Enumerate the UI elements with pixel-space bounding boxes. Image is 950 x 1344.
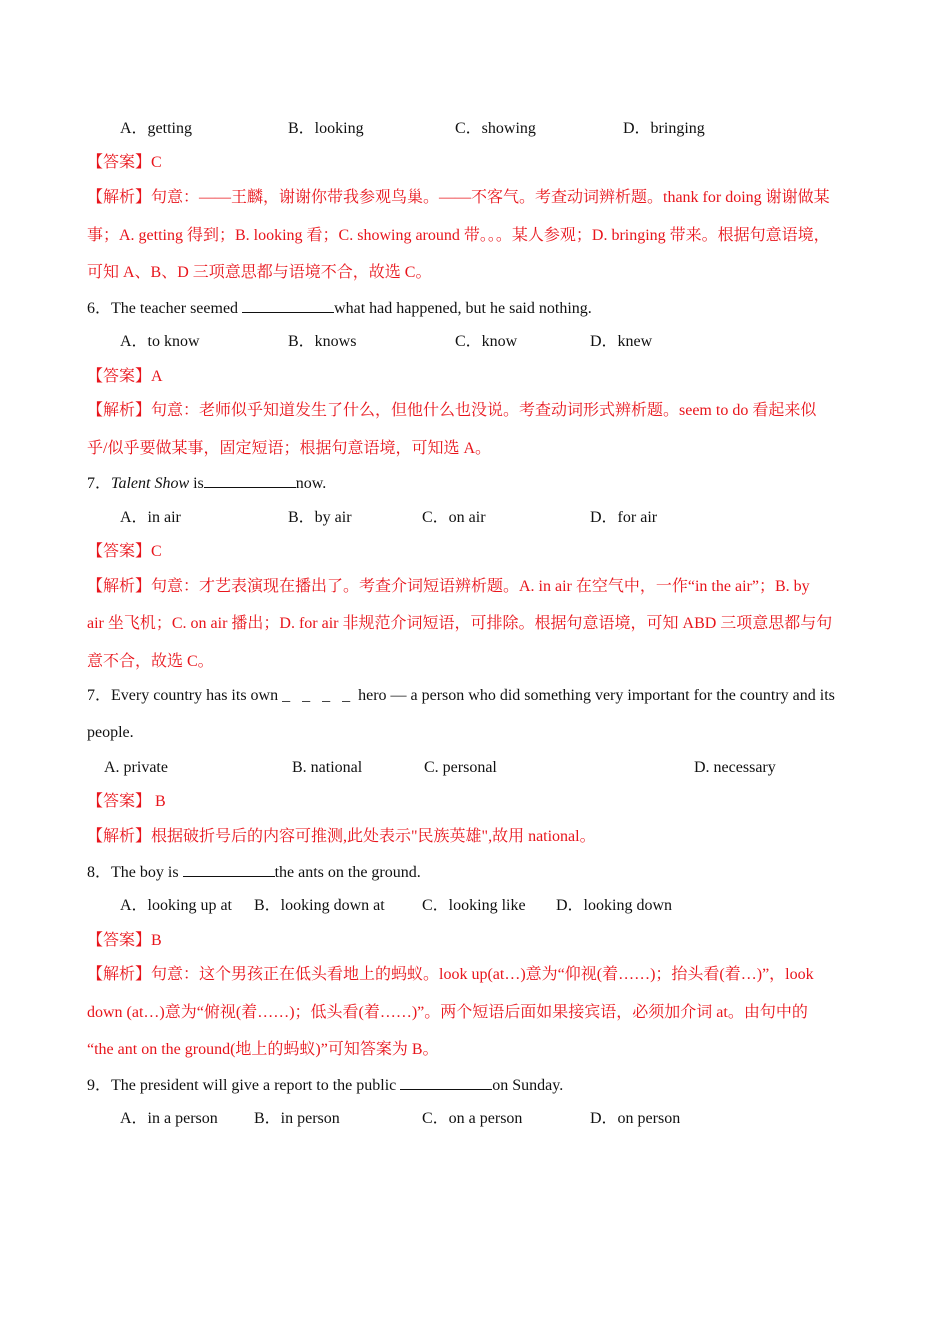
q8-option-a: A．looking up at — [120, 897, 232, 914]
q7b-option-d: D. necessary — [694, 759, 776, 776]
q6-option-c: C．know — [455, 333, 518, 350]
q8-explain-line: down (at…)意为“俯视(着……)；低头看(着……)”。两个短语后面如果接宾语，必须加介词 at。由句中的 — [87, 1004, 808, 1021]
q7b-option-b: B. national — [292, 759, 363, 776]
q7b-stem — [87, 686, 835, 706]
q9-stem — [87, 1075, 563, 1096]
q8-number: 8． — [87, 864, 112, 881]
q7b-option-a: A. private — [104, 759, 168, 776]
q8-option-c: C．looking like — [422, 897, 526, 914]
q7a-option-c: C．on air — [422, 509, 486, 526]
q6-explain-line: 【解析】句意：老师似乎知道发生了什么，但他什么也没说。考查动词形式辨析题。seem to do 看起来似 — [87, 402, 817, 419]
q9-option-d: D．on person — [590, 1110, 681, 1127]
q7a-answer: 【答案】C — [87, 543, 162, 560]
q7b-stem-before: Every country has its own — [111, 687, 283, 704]
q7b-answer: 【答案】 B — [87, 793, 166, 810]
q9-option-c: C．on a person — [422, 1110, 523, 1127]
q7b-stem-line2: people. — [87, 724, 134, 741]
q5-option-a: A．getting — [120, 120, 192, 137]
q6-stem-before: The teacher seemed — [111, 300, 243, 317]
q8-answer: 【答案】B — [87, 932, 162, 949]
q6-stem-after: what had happened, but he said nothing. — [334, 300, 592, 317]
q8-stem-before: The boy is — [111, 864, 183, 881]
q8-explain-line: “the ant on the ground(地上的蚂蚁)”可知答案为 B。 — [87, 1041, 439, 1058]
q7a-option-d: D．for air — [590, 509, 658, 526]
q6-stem — [87, 298, 592, 319]
q7b-stem-after: hero — a person who did something very important for the country and its — [354, 687, 835, 704]
q7b-number: 7． — [87, 687, 112, 704]
q7a-stem-before: is — [189, 475, 204, 492]
q9-blank — [400, 1075, 492, 1090]
q8-stem-after: the ants on the ground. — [274, 864, 421, 881]
q7a-stem — [87, 473, 326, 494]
q7a-explain-line: 【解析】句意：才艺表演现在播出了。考查介词短语辨析题。A. in air 在空气中，一作“in the air”；B. by — [87, 578, 810, 595]
q5-option-b: B．looking — [288, 120, 364, 137]
q9-stem-before: The president will give a report to the public — [111, 1077, 401, 1094]
q7a-number: 7． — [87, 475, 112, 492]
q5-explain-line: 【解析】句意：——王麟，谢谢你带我参观鸟巢。——不客气。考查动词辨析题。thank for doing 谢谢做某 — [87, 189, 830, 206]
q8-stem — [87, 862, 421, 883]
q6-number: 6． — [87, 300, 112, 317]
q7a-title: Talent Show — [111, 475, 190, 492]
q8-explain-line: 【解析】句意：这个男孩正在低头看地上的蚂蚁。look up(at…)意为“仰视(着……)；抬头看(着…)”，look — [87, 966, 814, 983]
q5-answer: 【答案】C — [87, 154, 162, 171]
q5-explain-line: 可知 A、B、D 三项意思都与语境不合，故选 C。 — [87, 264, 432, 281]
q5-option-d: D．bringing — [623, 120, 705, 137]
q7a-blank — [204, 473, 296, 488]
q7b-explain-line: 【解析】根据破折号后的内容可推测,此处表示"民族英雄",故用 national。 — [87, 828, 596, 845]
q5-explain-line: 事；A. getting 得到；B. looking 看；C. showing around 带。。。某人参观；D. bringing 带来。根据句意语境， — [87, 227, 830, 244]
q6-option-d: D．knew — [590, 333, 653, 350]
q5-option-c: C．showing — [455, 120, 536, 137]
q7a-explain-line: air 坐飞机；C. on air 播出；D. for air 非规范介词短语，可排除。根据句意语境，可知 ABD 三项意思都与句 — [87, 615, 833, 632]
q6-option-a: A．to know — [120, 333, 200, 350]
q7b-option-c: C. personal — [424, 759, 497, 776]
q6-answer: 【答案】A — [87, 368, 163, 385]
q6-option-b: B．knows — [288, 333, 357, 350]
q9-option-b: B．in person — [254, 1110, 340, 1127]
q6-explain-line: 乎/似乎要做某事，固定短语；根据句意语境，可知选 A。 — [87, 440, 492, 457]
q7a-option-b: B．by air — [288, 509, 352, 526]
q7a-stem-after: now. — [295, 475, 327, 492]
q8-option-d: D．looking down — [556, 897, 673, 914]
q9-number: 9． — [87, 1077, 112, 1094]
q8-option-b: B．looking down at — [254, 897, 385, 914]
q9-stem-after: on Sunday. — [492, 1077, 564, 1094]
q7a-option-a: A．in air — [120, 509, 181, 526]
q6-blank — [242, 298, 334, 313]
q7b-blank: _ _ _ _ — [282, 687, 355, 704]
q7a-explain-line: 意不合，故选 C。 — [87, 653, 214, 670]
q8-blank — [183, 862, 275, 877]
q9-option-a: A．in a person — [120, 1110, 218, 1127]
